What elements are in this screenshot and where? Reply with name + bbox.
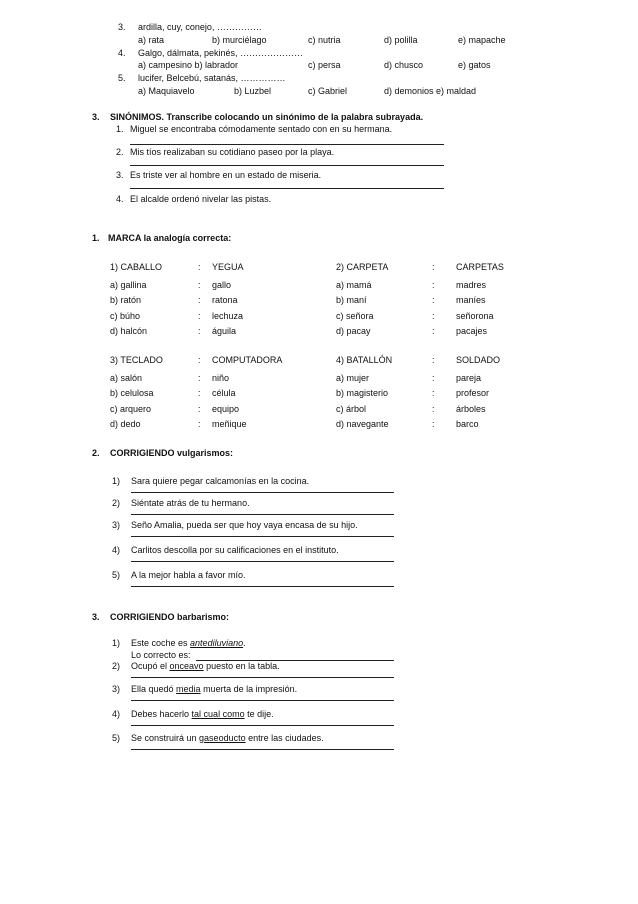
sentence-end: puesto en la tabla. [203,661,280,671]
analogy-option-cell: c) arquero [110,403,152,414]
analogy-option-cell: : [198,388,201,398]
sentence-end: te dije. [244,709,274,719]
answer-line[interactable] [130,165,444,166]
item-number: 3) [112,684,121,694]
analogy-option-cell: madres [456,279,487,290]
analogy-option-cell: : [432,326,435,336]
analogy-option-cell: : [432,295,435,305]
analogy-option-cell: d) halcón [110,326,148,336]
analogy-option-cell: c) búho [110,310,141,321]
analogy-head-cell: YEGUA [212,262,244,272]
item-number: 3) [112,520,121,530]
analogy-option-cell: b) maní [336,295,367,305]
analogy-option-cell: c) señora [336,310,374,321]
underlined-word: onceavo [169,661,204,671]
analogy-option-cell: pareja [456,372,482,383]
item-text: Carlitos descolla por su calificaciones en el instituto. [131,545,339,555]
item-number: 5) [112,733,121,743]
option-e: e) mapache [458,35,506,45]
sentence-start: Debes hacerlo [131,709,192,719]
item-number: 2) [112,661,121,671]
item-text: A la mejor habla a favor mío. [131,570,246,580]
item-number: 5. [118,73,126,83]
answer-line[interactable] [131,561,394,562]
analogy-option-cell: : [432,372,435,383]
item-number: 1) [112,476,121,486]
item-number: 1. [116,124,124,134]
sentence-start: Se construirá un [131,733,200,743]
analogy-option-cell: d) navegante [336,419,389,429]
analogy-option-cell: célula [212,388,236,398]
item-number: 2) [112,498,121,508]
analogy-option-cell: maníes [456,295,486,305]
analogy-head-cell: : [198,355,201,365]
section-number: 1. [92,233,100,243]
item-number: 3. [118,22,126,32]
answer-line[interactable] [131,749,394,750]
item-stem: lucifer, Belcebú, satanás, …………… [138,73,286,83]
analogy-option-cell: : [432,310,435,321]
analogy-option-cell: niño [212,372,230,383]
analogy-option-cell: : [198,295,201,305]
option-de: d) demonios e) maldad [384,86,477,96]
analogy-option-cell: pacajes [456,326,488,336]
item-stem: ardilla, cuy, conejo, …………… [138,22,262,32]
section-number: 3. [92,112,100,122]
correct-label: Lo correcto es: [131,650,191,660]
analogy-head-cell: 4) BATALLÓN [336,355,393,365]
analogy-option-cell: águila [212,326,237,336]
analogy-head-cell: SOLDADO [456,355,501,365]
analogy-option-cell: : [198,279,201,290]
analogy-option-cell: : [432,388,435,398]
section-number: 2. [92,448,100,458]
analogy-option-cell: : [198,403,201,414]
analogy-option-cell: ratona [212,295,238,305]
sentence-end: muerta de la impresión. [200,684,298,694]
option-b: b) Luzbel [234,86,272,96]
option-c: c) nutria [308,35,341,45]
analogy-option-cell: : [198,310,201,321]
analogy-head-cell: COMPUTADORA [212,355,283,365]
analogy-option-cell: lechuza [212,310,244,321]
item-text: Seño Amalia, pueda ser que hoy vaya encasa de su hijo. [131,520,358,530]
analogy-head-cell: : [432,262,435,272]
item-stem: Galgo, dálmata, pekinés, ………………… [138,48,304,58]
analogy-option-cell: : [198,372,201,383]
option-ab: a) campesino b) labrador [138,60,239,70]
item-number: 5) [112,570,121,580]
analogy-option-cell: : [432,279,435,290]
analogy-option-cell: b) ratón [110,295,142,305]
item-sentence [131,709,274,719]
section-title: MARCA la analogía correcta: [108,233,232,243]
item-text: Miguel se encontraba cómodamente sentado con en su hermana. [130,124,393,134]
sentence-end: entre las ciudades. [245,733,324,743]
item-sentence [131,733,324,743]
item-text: El alcalde ordenó nivelar las pistas. [130,194,272,204]
item-text: Siéntate atrás de tu hermano. [131,498,250,508]
analogy-option-cell: d) pacay [336,326,371,336]
analogy-option-cell: c) árbol [336,403,367,414]
analogy-option-cell: señorona [456,310,494,321]
option-a: a) rata [138,35,165,45]
item-number: 3. [116,170,124,180]
option-c: c) persa [308,60,341,70]
underlined-word: tal cual como [191,709,245,719]
section-title: SINÓNIMOS. Transcribe colocando un sinónimo de la palabra subrayada. [110,112,424,122]
sentence-start: Ella quedó [131,684,177,694]
item-number: 4) [112,709,121,719]
analogy-option-cell: b) celulosa [110,388,154,398]
analogy-head-cell: CARPETAS [456,262,504,272]
answer-line[interactable] [131,677,394,678]
section-title: CORRIGIENDO vulgarismos: [110,448,234,458]
underlined-word: media [176,684,201,694]
sentence-end: . [243,638,246,648]
analogy-head-cell: 2) CARPETA [336,262,389,272]
answer-line[interactable] [131,492,394,493]
item-text: Mis tíos realizaban su cotidiano paseo por la playa. [130,147,335,157]
section-number: 3. [92,612,100,622]
answer-line[interactable] [131,536,394,537]
answer-line[interactable] [131,514,394,515]
analogy-option-cell: barco [456,419,479,429]
answer-line[interactable] [131,586,394,587]
option-d: d) polilla [384,35,418,45]
analogy-option-cell: b) magisterio [336,388,389,398]
answer-line[interactable] [130,188,444,189]
sentence-start: Ocupó el [131,661,170,671]
option-d: d) chusco [384,60,424,70]
analogy-option-cell: : [198,326,201,336]
section-title: CORRIGIENDO barbarismo: [110,612,230,622]
option-a: a) Maquiavelo [138,86,195,96]
option-e: e) gatos [458,60,491,70]
item-number: 4) [112,545,121,555]
analogy-option-cell: a) mujer [336,372,370,383]
analogy-option-cell: : [198,419,201,429]
analogy-option-cell: : [432,419,435,429]
analogy-head-cell: : [432,355,435,365]
item-number: 4. [118,48,126,58]
sentence-start: Este coche es [131,638,191,648]
answer-line[interactable] [131,700,394,701]
analogy-option-cell: d) dedo [110,419,141,429]
analogy-head-cell: 1) CABALLO [110,262,163,272]
option-b: b) murciélago [212,35,267,45]
item-sentence [131,661,280,671]
analogy-option-cell: a) gallina [110,279,147,290]
analogy-head-cell: : [198,262,201,272]
item-sentence [131,638,246,648]
item-text: Sara quiere pegar calcamonías en la cocina. [131,476,310,486]
analogy-head-cell: 3) TECLADO [110,355,163,365]
analogy-option-cell: gallo [212,279,232,290]
analogy-option-cell: a) salón [110,372,143,383]
analogy-option-cell: : [432,403,435,414]
underlined-word: antediluviano [190,638,244,648]
underlined-word: gaseoducto [199,733,246,743]
item-number: 1) [112,638,121,648]
item-text: Es triste ver al hombre en un estado de miseria. [130,170,322,180]
analogy-option-cell: profesor [456,388,490,398]
analogy-option-cell: meñique [212,419,247,429]
analogy-option-cell: a) mamá [336,279,372,290]
answer-line[interactable] [131,725,394,726]
item-number: 2. [116,147,124,157]
item-number: 4. [116,194,124,204]
analogy-option-cell: árboles [456,403,486,414]
answer-line[interactable] [130,144,444,145]
option-c: c) Gabriel [308,86,348,96]
item-sentence [131,684,297,694]
analogy-option-cell: equipo [212,403,240,414]
